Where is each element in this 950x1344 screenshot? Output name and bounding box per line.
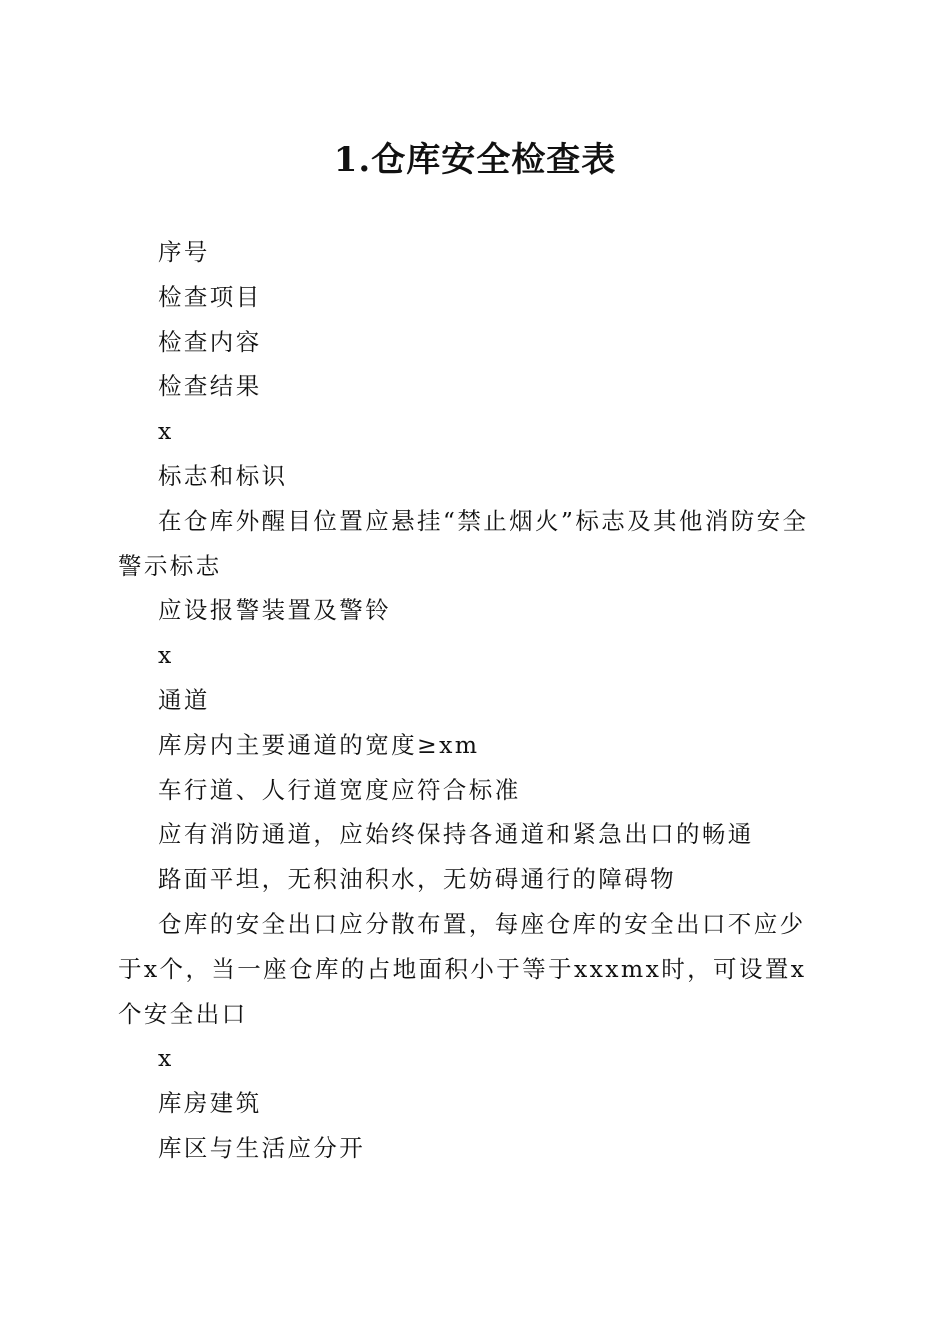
document-body (118, 230, 828, 1171)
paragraph-placeholder-1: x (158, 417, 174, 446)
paragraph-safety-exits: 仓库的安全出口应分散布置，每座仓库的安全出口不应少于x个，当一座仓库的占地面积小于等于xxxmx时，可设置x个安全出口 (118, 909, 807, 1028)
paragraph-building-heading: 库房建筑 (158, 1089, 262, 1118)
paragraph-check-item: 检查项目 (158, 282, 262, 311)
paragraph-check-result: 检查结果 (158, 372, 262, 401)
paragraph-road-width: 车行道、人行道宽度应符合标准 (158, 775, 521, 804)
paragraph-placeholder-2: x (158, 641, 174, 670)
paragraph-signs-heading: 标志和标识 (158, 461, 288, 490)
paragraph-passage-heading: 通道 (158, 685, 210, 714)
paragraph-placeholder-3: x (158, 1044, 174, 1073)
paragraph-fire-lane: 应有消防通道，应始终保持各通道和紧急出口的畅通 (158, 820, 754, 849)
document-title: 1.仓库安全检查表 (333, 140, 617, 180)
paragraph-road-surface: 路面平坦，无积油积水，无妨碍通行的障碍物 (158, 865, 676, 894)
paragraph-area-separation: 库区与生活应分开 (158, 1133, 366, 1162)
paragraph-passage-width: 库房内主要通道的宽度≥xm (158, 730, 480, 759)
paragraph-check-content: 检查内容 (158, 327, 262, 356)
paragraph-signs-requirement: 在仓库外醒目位置应悬挂“禁止烟火”标志及其他消防安全警示标志 (118, 506, 809, 580)
paragraph-alarm-requirement: 应设报警装置及警铃 (158, 596, 392, 625)
paragraph-serial-number: 序号 (158, 238, 210, 266)
